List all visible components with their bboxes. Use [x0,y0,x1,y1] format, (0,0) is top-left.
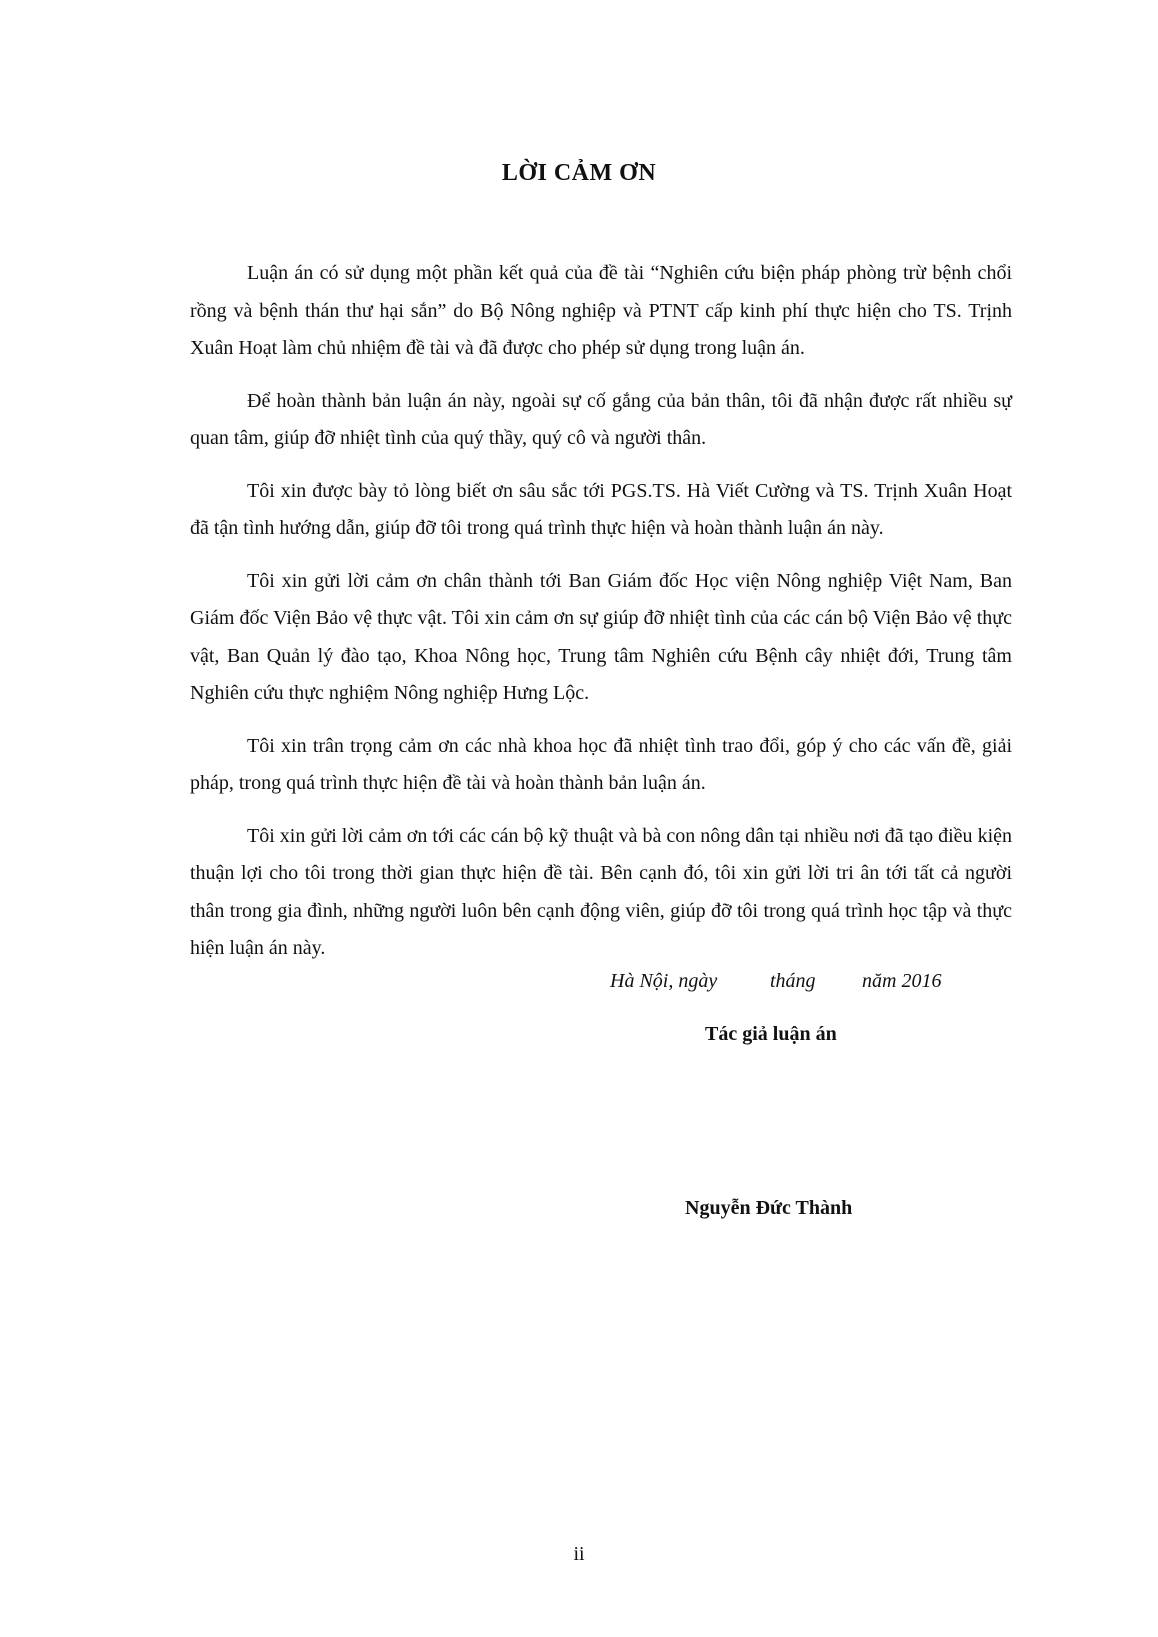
paragraph: Để hoàn thành bản luận án này, ngoài sự cố gắng của bản thân, tôi đã nhận được rất nhiều sự quan tâm, giúp đỡ nhiệt tình của quý thầy, quý cô và người thân. [190,389,1012,449]
date-year: năm 2016 [862,970,942,992]
author-label: Tác giả luận án [705,1023,837,1045]
date-line [610,970,941,993]
page-title: LỜI CẢM ƠN [501,160,657,186]
paragraph: Tôi xin gửi lời cảm ơn tới các cán bộ kỹ thuật và bà con nông dân tại nhiều nơi đã tạo điều kiện thuận lợi cho tôi trong thời gian thực hiện đề tài. Bên cạnh đó, tôi xin gửi lời tri ân tới tất cả người thân trong gia đình, những người luôn bên cạnh động viên, giúp đỡ tôi trong quá trình học tập và thực hiện luận án này. [190,824,1012,959]
acknowledgement-body [190,255,1012,983]
author-name: Nguyễn Đức Thành [685,1197,853,1219]
date-place: Hà Nội, ngày [610,970,718,992]
page-number: ii [573,1543,585,1565]
paragraph: Tôi xin gửi lời cảm ơn chân thành tới Ban Giám đốc Học viện Nông nghiệp Việt Nam, Ban Giám đốc Viện Bảo vệ thực vật. Tôi xin cảm ơn sự giúp đỡ nhiệt tình của các cán bộ Viện Bảo vệ thực vật, Ban Quản lý đào tạo, Khoa Nông học, Trung tâm Nghiên cứu Bệnh cây nhiệt đới, Trung tâm Nghiên cứu thực nghiệm Nông nghiệp Hưng Lộc. [190,569,1012,704]
paragraph: Tôi xin trân trọng cảm ơn các nhà khoa học đã nhiệt tình trao đổi, góp ý cho các vấn đề, giải pháp, trong quá trình thực hiện đề tài và hoàn thành bản luận án. [190,734,1012,794]
date-month: tháng [770,970,816,992]
paragraph: Tôi xin được bày tỏ lòng biết ơn sâu sắc tới PGS.TS. Hà Viết Cường và TS. Trịnh Xuân Hoạt đã tận tình hướng dẫn, giúp đỡ tôi trong quá trình thực hiện và hoàn thành luận án này. [190,479,1012,539]
paragraph: Luận án có sử dụng một phần kết quả của đề tài “Nghiên cứu biện pháp phòng trừ bệnh chổi rồng và bệnh thán thư hại sắn” do Bộ Nông nghiệp và PTNT cấp kinh phí thực hiện cho TS. Trịnh Xuân Hoạt làm chủ nhiệm đề tài và đã được cho phép sử dụng trong luận án. [190,262,1012,359]
